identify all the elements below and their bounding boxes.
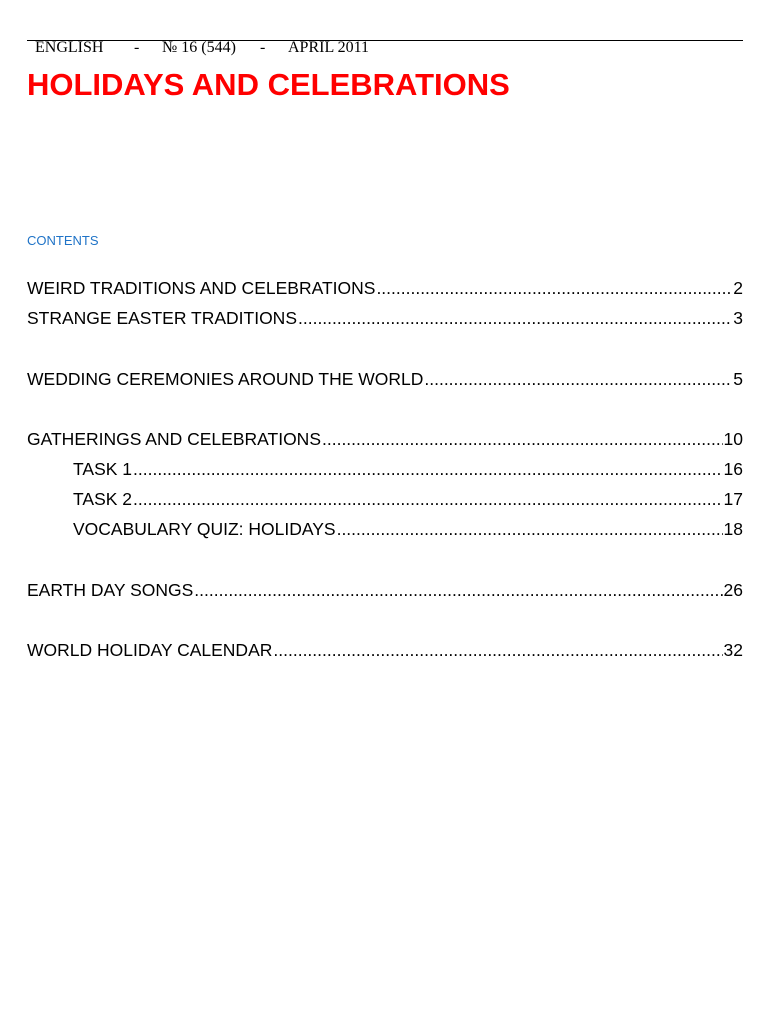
toc-leader-dots	[424, 367, 732, 391]
toc-entry[interactable]	[27, 276, 743, 300]
toc-entry-title: EARTH DAY SONGS	[27, 580, 194, 600]
toc-entry-title: WEDDING CEREMONIES AROUND THE WORLD	[27, 369, 424, 389]
toc-page-number: 2	[733, 278, 743, 298]
contents-heading: CONTENTS	[27, 233, 99, 248]
toc-entry-title: TASK 2	[73, 489, 133, 509]
table-of-contents	[27, 0, 743, 1024]
header-separator: -	[260, 39, 266, 56]
toc-entry-title: TASK 1	[73, 459, 133, 479]
issue-date: APRIL 2011	[288, 39, 370, 56]
header-separator: -	[134, 39, 140, 56]
toc-leader-dots	[376, 276, 732, 300]
document-title: HOLIDAYS AND CELEBRATIONS	[27, 67, 510, 102]
toc-leader-dots	[194, 578, 722, 602]
toc-entry-title: VOCABULARY QUIZ: HOLIDAYS	[73, 519, 336, 539]
issue-number: № 16 (544)	[162, 39, 236, 56]
toc-leader-dots	[298, 306, 732, 330]
toc-page-number: 32	[723, 640, 743, 660]
journal-name: ENGLISH	[35, 39, 104, 56]
toc-subentry[interactable]	[73, 457, 743, 481]
toc-entry[interactable]	[27, 367, 743, 391]
toc-leader-dots	[337, 517, 723, 541]
toc-subentry[interactable]	[73, 487, 743, 511]
toc-entry[interactable]	[27, 578, 743, 602]
toc-leader-dots	[133, 487, 723, 511]
toc-leader-dots	[133, 457, 723, 481]
toc-entry[interactable]	[27, 306, 743, 330]
toc-entry-title: WEIRD TRADITIONS AND CELEBRATIONS	[27, 278, 376, 298]
toc-page-number: 16	[723, 459, 743, 479]
toc-leader-dots	[273, 638, 722, 662]
toc-page-number: 26	[723, 580, 743, 600]
toc-page-number: 10	[723, 429, 743, 449]
toc-entry[interactable]	[27, 638, 743, 662]
toc-page-number: 3	[733, 308, 743, 328]
toc-page-number: 17	[723, 489, 743, 509]
toc-page-number: 18	[723, 519, 743, 539]
toc-entry-title: GATHERINGS AND CELEBRATIONS	[27, 429, 321, 449]
toc-page-number: 5	[733, 369, 743, 389]
toc-entry-title: WORLD HOLIDAY CALENDAR	[27, 640, 273, 660]
toc-entry-title: STRANGE EASTER TRADITIONS	[27, 308, 297, 328]
toc-leader-dots	[322, 427, 723, 451]
toc-entry[interactable]	[27, 427, 743, 451]
toc-subentry[interactable]	[73, 517, 743, 541]
